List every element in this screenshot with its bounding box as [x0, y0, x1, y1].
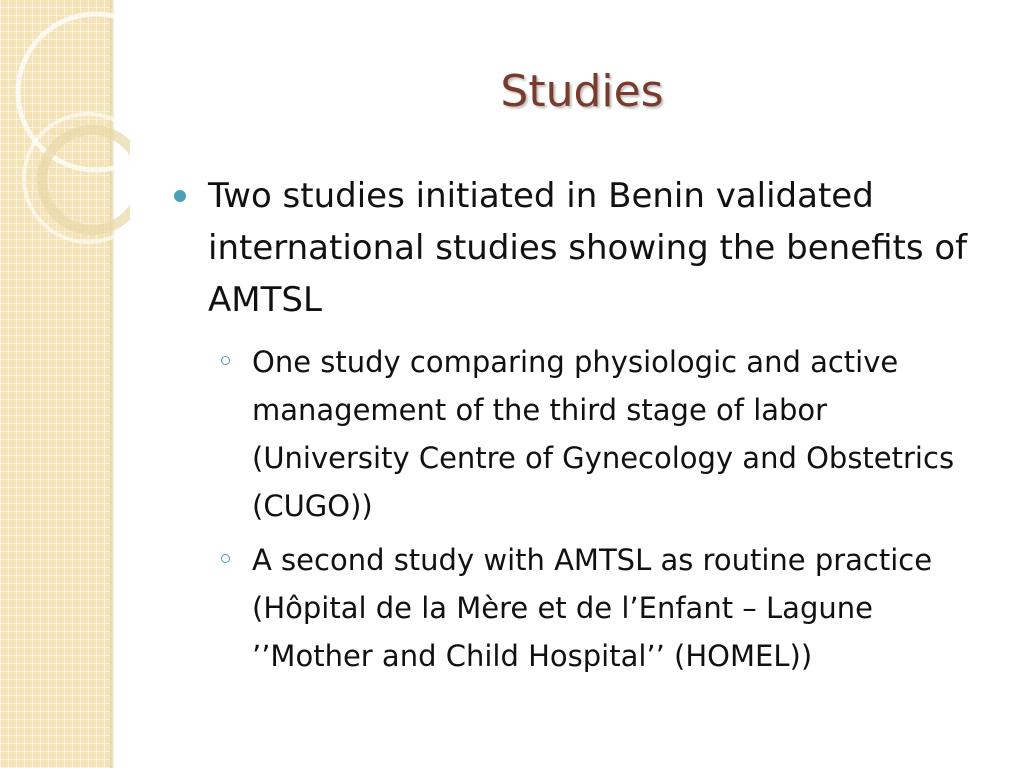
- slide-content: [170, 170, 990, 686]
- sub-bullet-item: [170, 338, 990, 530]
- bullet-dot-icon: [174, 190, 186, 202]
- slide-title: Studies: [500, 66, 664, 117]
- sub-bullet-ring-icon: [221, 554, 230, 563]
- sub-bullet-list: [170, 338, 990, 680]
- sub-bullet-text: One study comparing physiologic and active management of the third stage of labor (University Centre of Gynecology and Obstetrics (CUGO)): [252, 345, 955, 523]
- sub-bullet-text: A second study with AMTSL as routine practice (Hôpital de la Mère et de l’Enfant – Lagune ’’Mother and Child Hospital’’ (HOMEL)): [252, 543, 933, 673]
- bullet-text: Two studies initiated in Benin validated international studies showing the benefits of AMTSL: [208, 176, 968, 320]
- bullet-item: [170, 170, 990, 326]
- sub-bullet-ring-icon: [221, 356, 230, 365]
- sub-bullet-item: [170, 536, 990, 680]
- decorative-circles-icon: [0, 0, 130, 260]
